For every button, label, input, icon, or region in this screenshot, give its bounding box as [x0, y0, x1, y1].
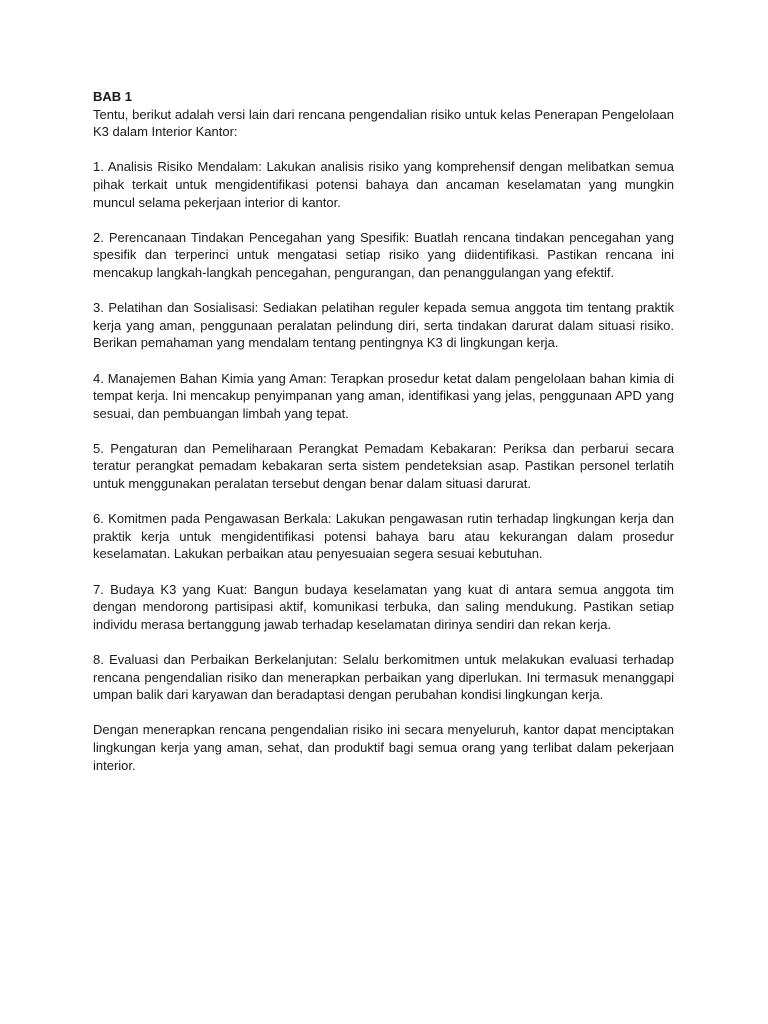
intro-paragraph: Tentu, berikut adalah versi lain dari rencana pengendalian risiko untuk kelas Penerapan Pengelolaan K3 dalam Interior Kantor: — [93, 106, 674, 140]
document-page — [93, 88, 674, 774]
list-item-4: 4. Manajemen Bahan Kimia yang Aman: Terapkan prosedur ketat dalam pengelolaan bahan kimia di tempat kerja. Ini mencakup penyimpanan yang aman, identifikasi yang jelas, penggunaan APD yang sesuai, dan pembuangan limbah yang tepat. — [93, 370, 674, 421]
conclusion-paragraph: Dengan menerapkan rencana pengendalian risiko ini secara menyeluruh, kantor dapat menciptakan lingkungan kerja yang aman, sehat, dan produktif bagi semua orang yang terlibat dalam pekerjaan interior. — [93, 722, 674, 773]
list-item-3: 3. Pelatihan dan Sosialisasi: Sediakan pelatihan reguler kepada semua anggota tim tentang praktik kerja yang aman, penggunaan peralatan pelindung diri, serta tindakan darurat dalam situasi risiko. Berikan pemahaman yang mendalam tentang pentingnya K3 di lingkungan kerja. — [93, 300, 674, 351]
list-item-5: 5. Pengaturan dan Pemeliharaan Perangkat Pemadam Kebakaran: Periksa dan perbarui secara teratur perangkat pemadam kebakaran serta sistem pendeteksian asap. Pastikan personel terlatih untuk menggunakan peralatan tersebut dengan benar dalam situasi darurat. — [93, 440, 674, 492]
list-item-7: 7. Budaya K3 yang Kuat: Bangun budaya keselamatan yang kuat di antara semua anggota tim dengan mendorong partisipasi aktif, komunikasi terbuka, dan saling mendukung. Pastikan setiap individu merasa bertanggung jawab terhadap keselamatan dirinya sendiri dan rekan kerja. — [93, 581, 674, 632]
list-item-8: 8. Evaluasi dan Perbaikan Berkelanjutan: Selalu berkomitmen untuk melakukan evaluasi terhadap rencana pengendalian risiko dan menerapkan perbaikan yang diperlukan. Ini termasuk menanggapi umpan balik dari karyawan dan beradaptasi dengan perubahan kondisi lingkungan kerja. — [93, 652, 674, 703]
list-item-6: 6. Komitmen pada Pengawasan Berkala: Lakukan pengawasan rutin terhadap lingkungan kerja dan praktik kerja untuk mengidentifikasi potensi bahaya baru atau kekurangan dalam prosedur keselamatan. Lakukan perbaikan atau penyesuaian segera sesuai kebutuhan. — [93, 511, 674, 562]
list-item-1: 1. Analisis Risiko Mendalam: Lakukan analisis risiko yang komprehensif dengan melibatkan semua pihak terkait untuk mengidentifikasi potensi bahaya dan ancaman keselamatan yang mungkin muncul selama pekerjaan interior di kantor. — [93, 159, 674, 210]
chapter-heading: BAB 1 — [93, 89, 133, 104]
list-item-2: 2. Perencanaan Tindakan Pencegahan yang Spesifik: Buatlah rencana tindakan pencegahan yang spesifik dan terperinci untuk mengatasi setiap risiko yang diidentifikasi. Pastikan rencana ini mencakup langkah-langkah pencegahan, pengurangan, dan penanggulangan yang efektif. — [93, 229, 674, 280]
